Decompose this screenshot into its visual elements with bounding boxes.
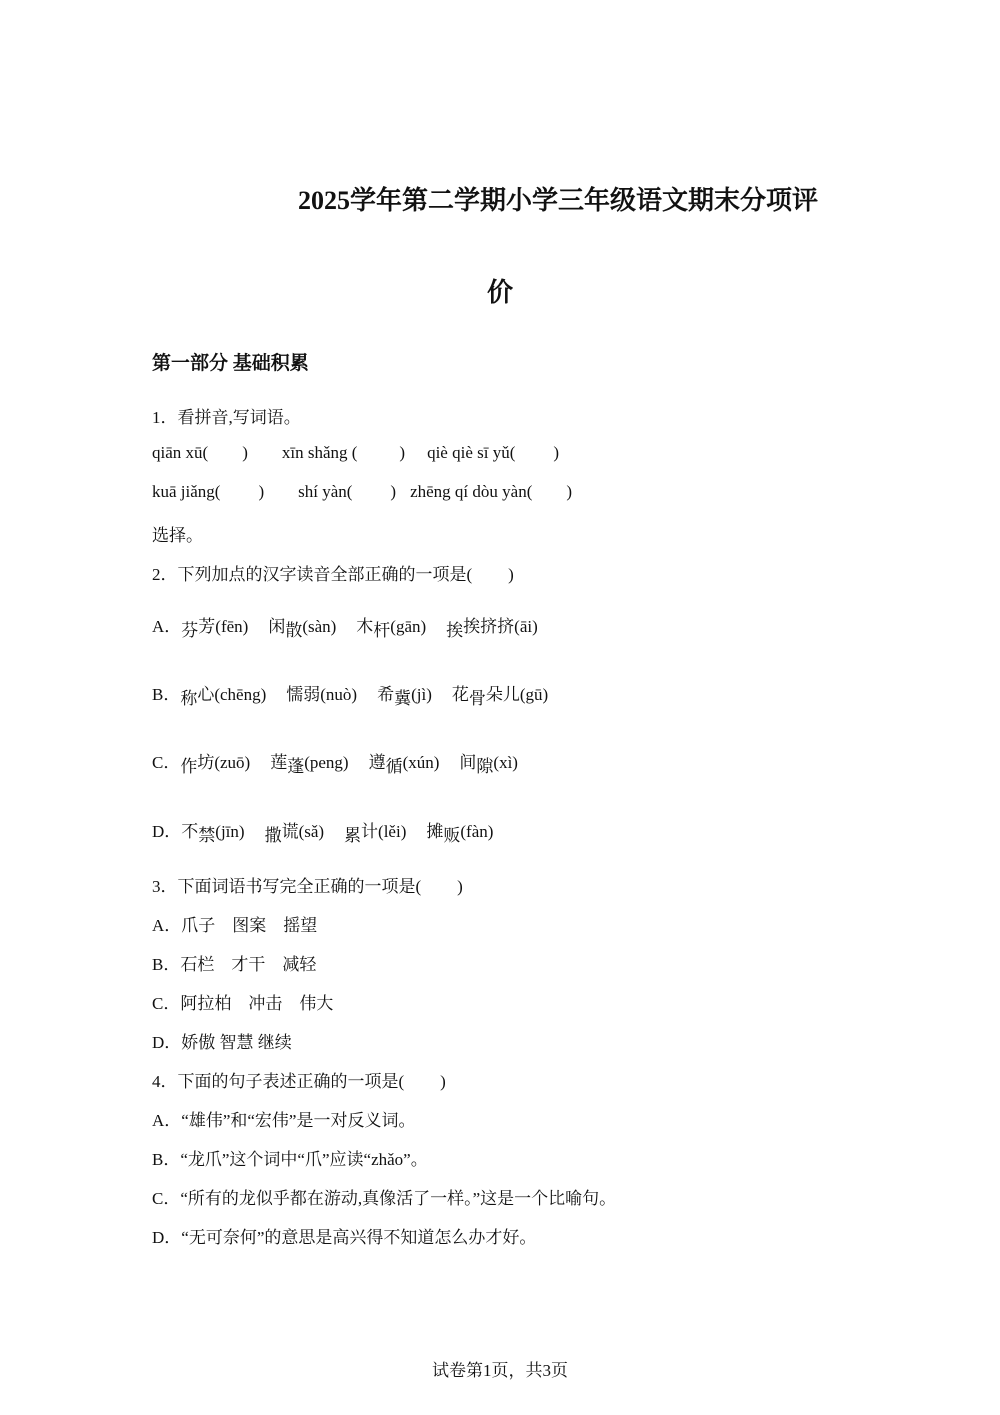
question-2-option-b bbox=[152, 680, 549, 708]
dotted-char: 贩 bbox=[443, 826, 461, 845]
dotted-char: 散 bbox=[285, 621, 303, 640]
stem-paren: ) bbox=[440, 1072, 446, 1091]
question-3-option-b: B．石栏 才干 减轻 bbox=[152, 955, 317, 974]
question-4-option-d: D．“无可奈何”的意思是高兴得不知道怎么办才好。 bbox=[152, 1228, 537, 1247]
reading: (fēn) bbox=[215, 617, 249, 636]
reading: (gān) bbox=[390, 617, 427, 636]
blank-close: ) bbox=[553, 443, 560, 462]
question-3-option-a: A．爪子 图案 摇望 bbox=[152, 916, 318, 935]
char: 木 bbox=[356, 617, 374, 636]
dotted-char: 杆 bbox=[373, 621, 391, 640]
pinyin-text: kuā jiǎng( bbox=[152, 482, 221, 501]
question-1-row-1 bbox=[152, 443, 559, 463]
reading: (zuō) bbox=[214, 753, 251, 772]
char: 计 bbox=[361, 822, 379, 841]
option-label: D． bbox=[152, 822, 182, 841]
dotted-char: 骨 bbox=[468, 689, 486, 708]
stem-text: 2．下列加点的汉字读音全部正确的一项是( bbox=[152, 565, 473, 584]
char: 懦弱 bbox=[286, 685, 321, 704]
pinyin-text: qiè qiè sī yǔ( bbox=[427, 443, 516, 462]
reading: (xún) bbox=[402, 753, 440, 772]
question-3-option-c: C．阿拉柏 冲击 伟大 bbox=[152, 994, 334, 1013]
blank-close: ) bbox=[390, 482, 397, 501]
question-2-option-d bbox=[152, 817, 494, 845]
dotted-char: 累 bbox=[344, 826, 362, 845]
blank-close: ) bbox=[566, 482, 573, 501]
dotted-char: 挨 bbox=[446, 621, 464, 640]
char: 谎 bbox=[281, 822, 299, 841]
question-3-option-d: D．娇傲 智慧 继续 bbox=[152, 1033, 292, 1052]
char: 花 bbox=[451, 685, 469, 704]
dotted-char: 蓬 bbox=[287, 757, 305, 776]
question-4-stem bbox=[152, 1067, 446, 1092]
option-label: B． bbox=[152, 685, 181, 704]
reading: (sǎ) bbox=[298, 822, 325, 841]
stem-paren: ) bbox=[457, 877, 463, 896]
char: 挨挤挤 bbox=[463, 617, 515, 636]
question-4-option-a: A．“雄伟”和“宏伟”是一对反义词。 bbox=[152, 1111, 416, 1130]
char: 间 bbox=[459, 753, 477, 772]
blank-close: ) bbox=[258, 482, 265, 501]
char: 摊 bbox=[426, 822, 444, 841]
reading: (jì) bbox=[411, 685, 432, 704]
option-label: A． bbox=[152, 617, 182, 636]
reading: (peng) bbox=[304, 753, 349, 772]
option-label: C． bbox=[152, 753, 181, 772]
pinyin-text: shí yàn( bbox=[298, 482, 353, 501]
reading: 朵儿(gū) bbox=[485, 685, 549, 704]
question-2-stem bbox=[152, 560, 514, 585]
stem-text: 3．下面词语书写完全正确的一项是( bbox=[152, 877, 422, 896]
dotted-char: 作 bbox=[180, 757, 198, 776]
exam-title-line2: 价 bbox=[486, 278, 513, 307]
dotted-char: 芬 bbox=[181, 621, 199, 640]
char: 不 bbox=[181, 822, 199, 841]
char: 坊 bbox=[197, 753, 215, 772]
question-1-note: 选择。 bbox=[152, 526, 203, 545]
section-heading: 第一部分 基础积累 bbox=[152, 353, 309, 374]
stem-paren: ) bbox=[508, 565, 514, 584]
question-4-option-b: B．“龙爪”这个词中“爪”应读“zhǎo”。 bbox=[152, 1150, 428, 1169]
reading: (fàn) bbox=[460, 822, 494, 841]
dotted-char: 称 bbox=[180, 689, 198, 708]
dotted-char: 禁 bbox=[198, 826, 216, 845]
reading: (lěi) bbox=[378, 822, 407, 841]
pinyin-text: qiān xū( bbox=[152, 443, 209, 462]
dotted-char: 冀 bbox=[394, 689, 412, 708]
char: 闲 bbox=[268, 617, 286, 636]
reading: (nuò) bbox=[320, 685, 358, 704]
char: 希 bbox=[377, 685, 395, 704]
dotted-char: 循 bbox=[385, 757, 403, 776]
char: 莲 bbox=[270, 753, 288, 772]
reading: (chēng) bbox=[214, 685, 267, 704]
question-3-stem bbox=[152, 872, 463, 897]
reading: (jīn) bbox=[215, 822, 245, 841]
stem-text: 4．下面的句子表述正确的一项是( bbox=[152, 1072, 405, 1091]
char: 心 bbox=[197, 685, 215, 704]
blank-close: ) bbox=[399, 443, 406, 462]
char: 遵 bbox=[368, 753, 386, 772]
dotted-char: 隙 bbox=[476, 757, 494, 776]
pinyin-text: zhēng qí dòu yàn( bbox=[410, 482, 533, 501]
question-2-option-c bbox=[152, 748, 518, 776]
exam-title-line1: 2025学年第二学期小学三年级语文期末分项评 bbox=[298, 186, 819, 215]
question-1-row-2 bbox=[152, 482, 572, 502]
question-1-stem: 1．看拼音,写词语。 bbox=[152, 408, 301, 427]
question-2-option-a bbox=[152, 612, 538, 640]
char: 芳 bbox=[198, 617, 216, 636]
reading: (āi) bbox=[514, 617, 538, 636]
blank-close: ) bbox=[242, 443, 248, 462]
page-footer: 试卷第1页，共3页 bbox=[432, 1361, 568, 1380]
pinyin-text: xīn shǎng ( bbox=[281, 443, 358, 462]
reading: (xì) bbox=[493, 753, 518, 772]
dotted-char: 撒 bbox=[264, 826, 282, 845]
reading: (sàn) bbox=[302, 617, 337, 636]
question-4-option-c: C．“所有的龙似乎都在游动,真像活了一样。”这是一个比喻句。 bbox=[152, 1189, 617, 1208]
